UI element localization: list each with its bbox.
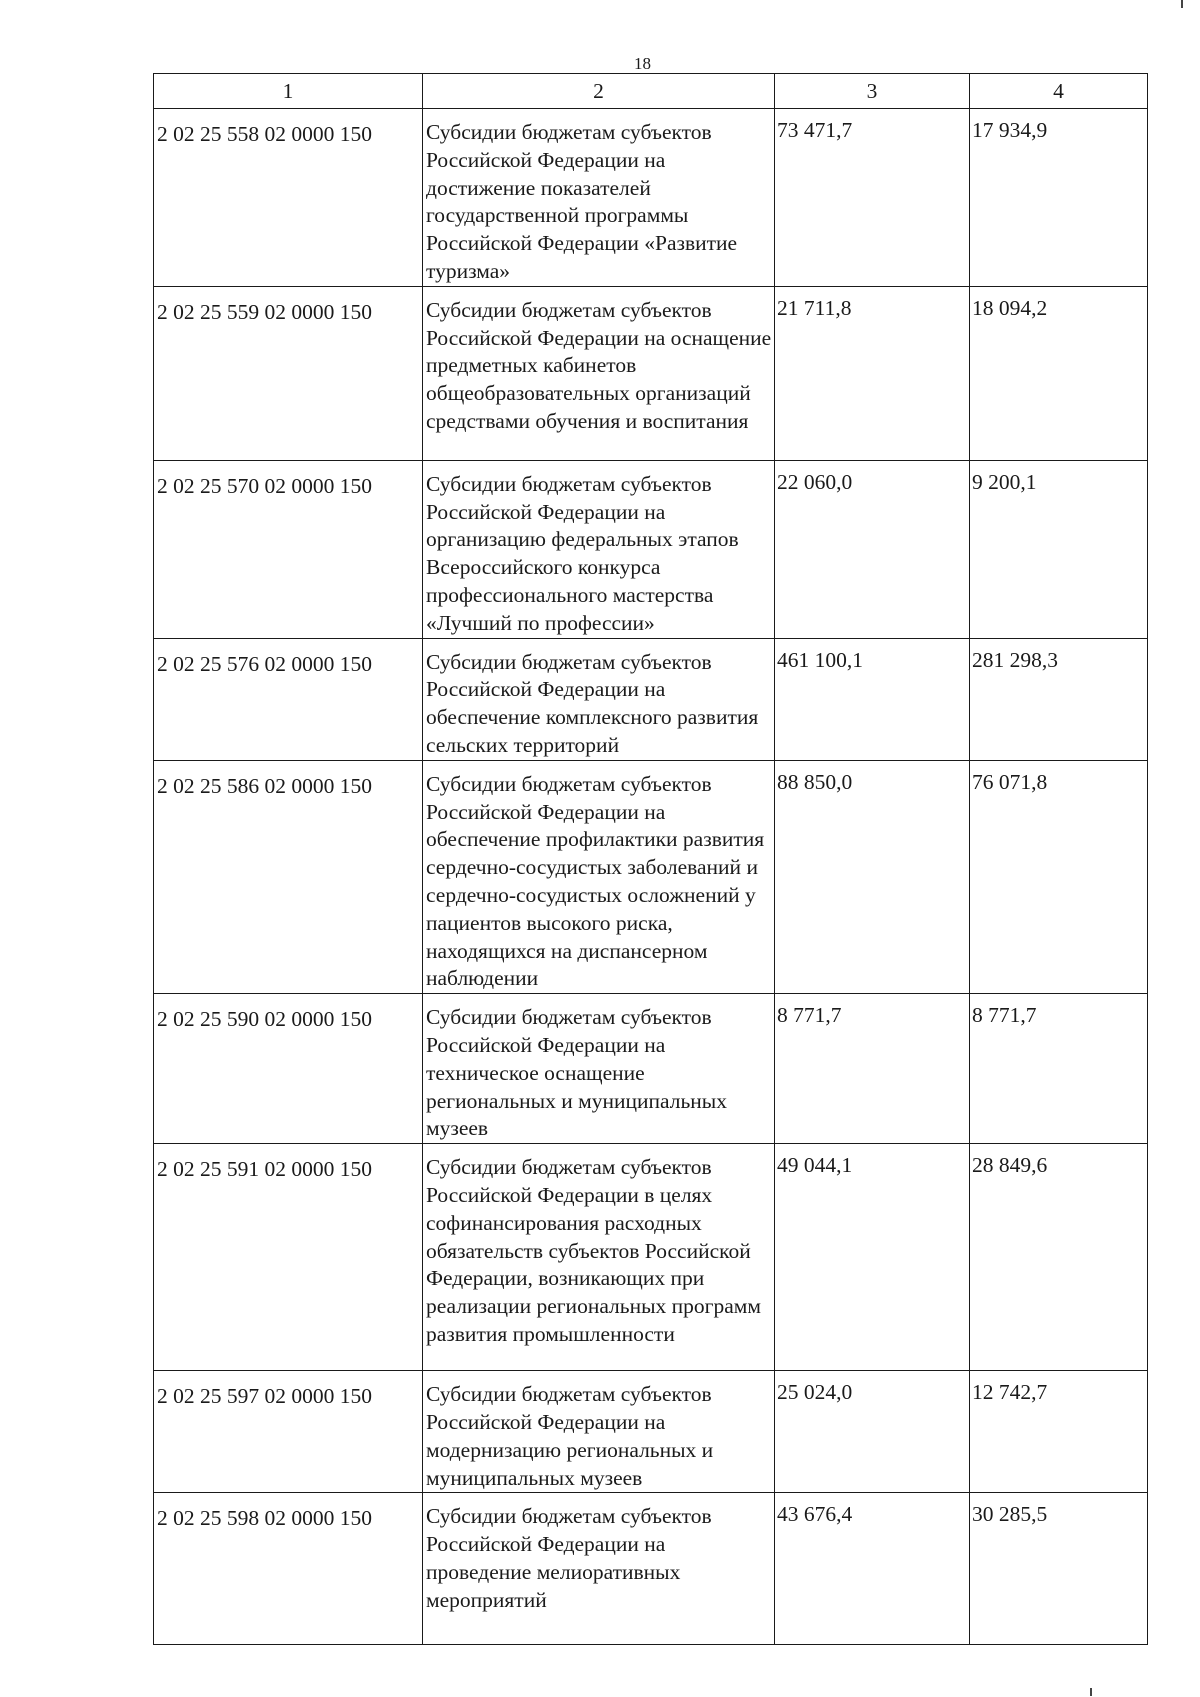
- table-row: [154, 994, 1148, 1144]
- subsidy-description: Субсидии бюджетам субъектов Российской Федерации на модернизацию региональных и муниципальных музеев: [423, 1371, 775, 1493]
- column-header-1: 1: [154, 74, 423, 109]
- amount-column-3: 22 060,0: [775, 460, 970, 638]
- subsidy-description: Субсидии бюджетам субъектов Российской Федерации на обеспечение профилактики развития сердечно-сосудистых заболеваний и сердечно-сосудистых осложнений у пациентов высокого риска, находящихся на диспансерном наблюдении: [423, 760, 775, 993]
- scan-mark: [1090, 1688, 1092, 1696]
- budget-code: 2 02 25 558 02 0000 150: [154, 109, 423, 287]
- budget-code: 2 02 25 559 02 0000 150: [154, 286, 423, 460]
- budget-code: 2 02 25 570 02 0000 150: [154, 460, 423, 638]
- amount-column-4: 30 285,5: [970, 1493, 1148, 1645]
- table-row: [154, 638, 1148, 760]
- table-row: [154, 1493, 1148, 1645]
- amount-column-4: 18 094,2: [970, 286, 1148, 460]
- amount-column-3: 21 711,8: [775, 286, 970, 460]
- amount-column-4: 281 298,3: [970, 638, 1148, 760]
- table-row: [154, 460, 1148, 638]
- table-row: [154, 109, 1148, 287]
- budget-code: 2 02 25 598 02 0000 150: [154, 1493, 423, 1645]
- amount-column-3: 461 100,1: [775, 638, 970, 760]
- header-row: [154, 74, 1148, 109]
- amount-column-3: 8 771,7: [775, 994, 970, 1144]
- budget-code: 2 02 25 591 02 0000 150: [154, 1144, 423, 1371]
- amount-column-3: 25 024,0: [775, 1371, 970, 1493]
- amount-column-4: 28 849,6: [970, 1144, 1148, 1371]
- scan-mark: [1181, 0, 1183, 8]
- amount-column-3: 49 044,1: [775, 1144, 970, 1371]
- budget-code: 2 02 25 597 02 0000 150: [154, 1371, 423, 1493]
- amount-column-3: 43 676,4: [775, 1493, 970, 1645]
- table-row: [154, 1371, 1148, 1493]
- column-header-3: 3: [775, 74, 970, 109]
- page-number: 18: [634, 54, 651, 73]
- subsidy-description: Субсидии бюджетам субъектов Российской Федерации на техническое оснащение региональных и муниципальных музеев: [423, 994, 775, 1144]
- subsidy-description: Субсидии бюджетам субъектов Российской Федерации на проведение мелиоративных мероприятий: [423, 1493, 775, 1645]
- amount-column-4: 8 771,7: [970, 994, 1148, 1144]
- budget-code: 2 02 25 576 02 0000 150: [154, 638, 423, 760]
- subsidy-description: Субсидии бюджетам субъектов Российской Федерации на достижение показателей государственной программы Российской Федерации «Развитие туризма»: [423, 109, 775, 287]
- subsidy-description: Субсидии бюджетам субъектов Российской Федерации на обеспечение комплексного развития сельских территорий: [423, 638, 775, 760]
- subsidy-description: Субсидии бюджетам субъектов Российской Федерации в целях софинансирования расходных обязательств субъектов Российской Федерации, возникающих при реализации региональных программ развития промышленности: [423, 1144, 775, 1371]
- amount-column-4: 17 934,9: [970, 109, 1148, 287]
- amount-column-4: 12 742,7: [970, 1371, 1148, 1493]
- amount-column-3: 88 850,0: [775, 760, 970, 993]
- subsidy-description: Субсидии бюджетам субъектов Российской Федерации на организацию федеральных этапов Всероссийского конкурса профессионального мастерства «Лучший по профессии»: [423, 460, 775, 638]
- budget-table: [153, 73, 1148, 1645]
- column-header-2: 2: [423, 74, 775, 109]
- column-header-4: 4: [970, 74, 1148, 109]
- amount-column-4: 9 200,1: [970, 460, 1148, 638]
- amount-column-4: 76 071,8: [970, 760, 1148, 993]
- table-row: [154, 286, 1148, 460]
- table-row: [154, 760, 1148, 993]
- budget-code: 2 02 25 586 02 0000 150: [154, 760, 423, 993]
- table-row: [154, 1144, 1148, 1371]
- subsidy-description: Субсидии бюджетам субъектов Российской Федерации на оснащение предметных кабинетов общеобразовательных организаций средствами обучения и воспитания: [423, 286, 775, 460]
- amount-column-3: 73 471,7: [775, 109, 970, 287]
- budget-code: 2 02 25 590 02 0000 150: [154, 994, 423, 1144]
